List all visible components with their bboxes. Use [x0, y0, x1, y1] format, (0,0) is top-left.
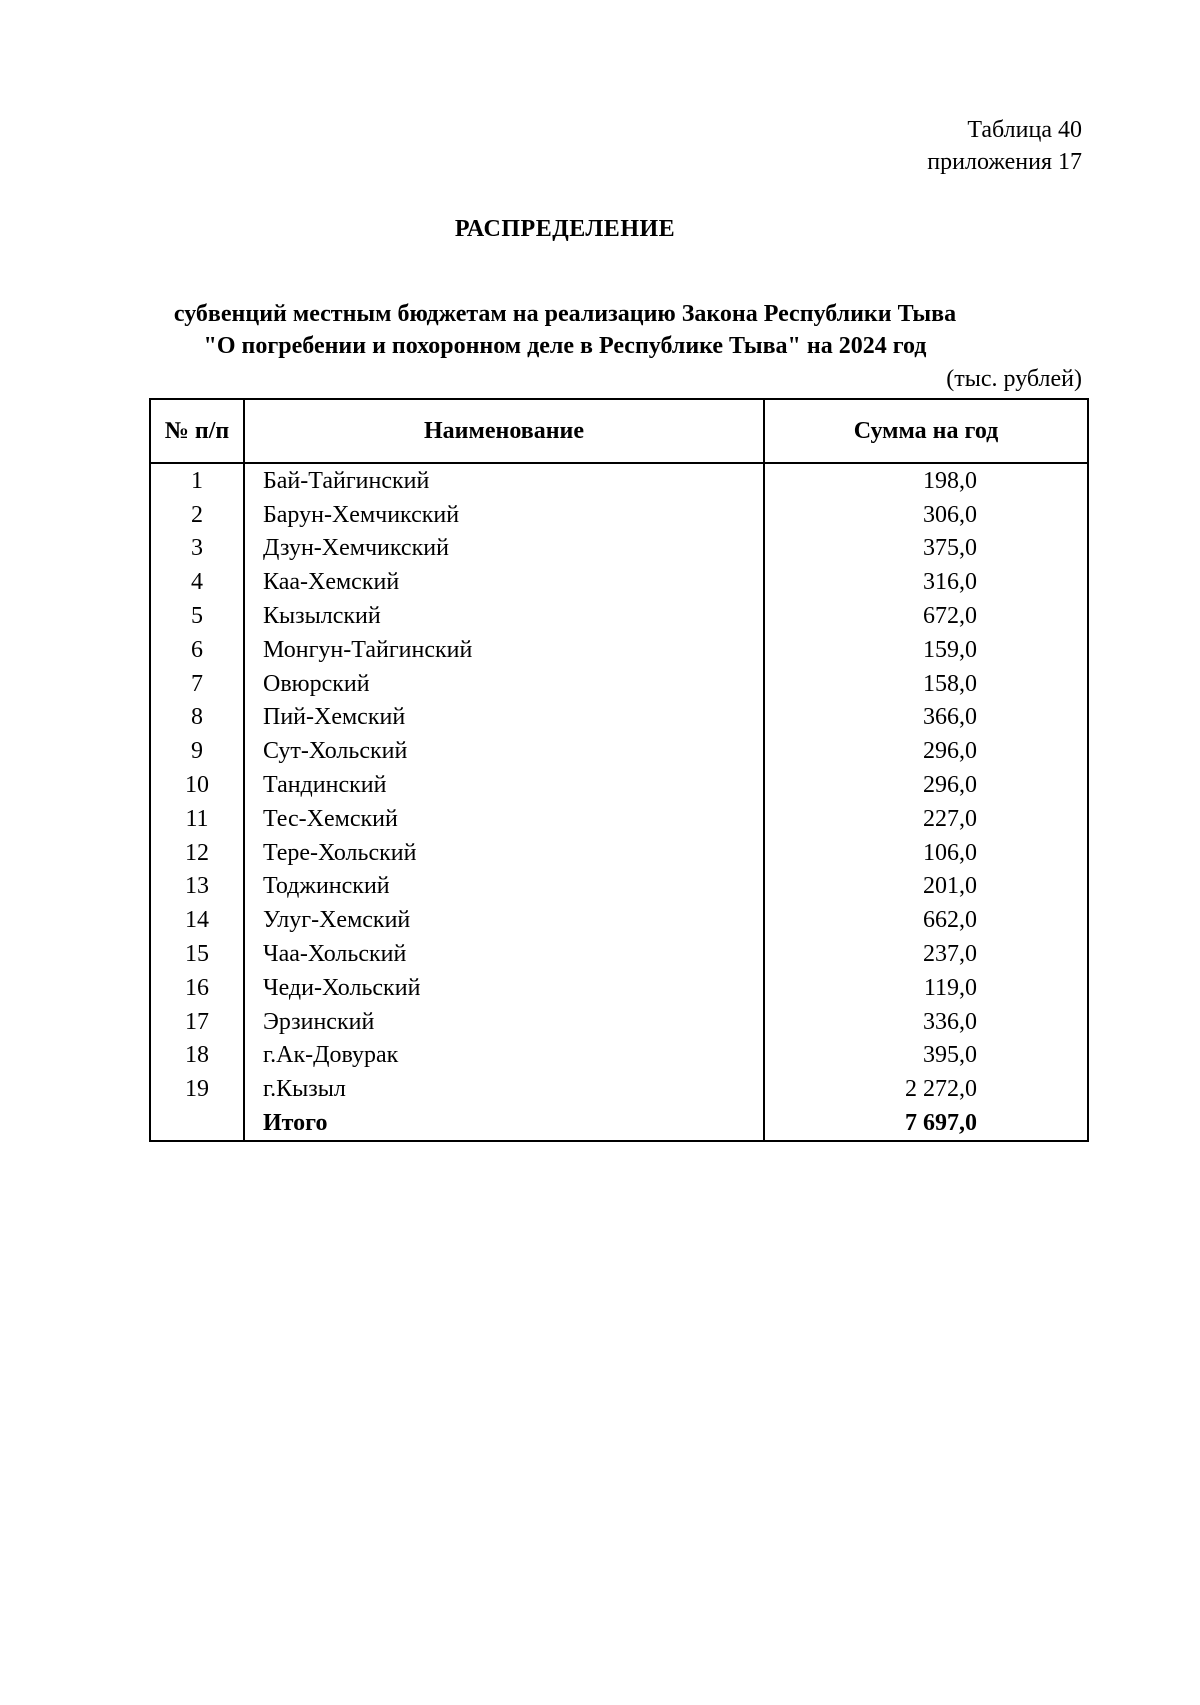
row-name: Кызылский — [244, 599, 764, 633]
row-sum: 672,0 — [923, 603, 977, 630]
distribution-table — [149, 398, 1089, 1142]
table-row — [150, 633, 1088, 667]
row-sum: 106,0 — [923, 839, 977, 866]
row-sum: 316,0 — [923, 569, 977, 596]
table-header-row — [150, 399, 1088, 463]
row-sum: 7 697,0 — [905, 1110, 977, 1137]
row-sum: 306,0 — [923, 501, 977, 528]
table-total-row — [150, 1106, 1088, 1141]
table-reference — [927, 114, 1082, 178]
row-name: Итого — [244, 1106, 764, 1141]
row-sum-cell — [764, 701, 1088, 735]
row-sum: 159,0 — [923, 636, 977, 663]
row-sum: 296,0 — [923, 738, 977, 765]
row-number: 2 — [150, 498, 244, 532]
row-number: 15 — [150, 937, 244, 971]
row-sum-cell — [764, 633, 1088, 667]
table-row — [150, 937, 1088, 971]
row-sum: 662,0 — [923, 907, 977, 934]
row-number: 17 — [150, 1005, 244, 1039]
header-number: № п/п — [150, 399, 244, 463]
row-number: 11 — [150, 802, 244, 836]
table-row — [150, 599, 1088, 633]
row-number: 18 — [150, 1039, 244, 1073]
row-sum-cell — [764, 463, 1088, 498]
row-number: 3 — [150, 532, 244, 566]
row-number: 16 — [150, 971, 244, 1005]
row-name: Дзун-Хемчикский — [244, 532, 764, 566]
row-sum-cell — [764, 836, 1088, 870]
row-name: Овюрский — [244, 667, 764, 701]
row-sum-cell — [764, 565, 1088, 599]
row-sum: 2 272,0 — [905, 1076, 977, 1103]
table-number: Таблица 40 — [967, 117, 1082, 143]
row-sum-cell — [764, 734, 1088, 768]
row-sum-cell — [764, 667, 1088, 701]
row-sum: 296,0 — [923, 772, 977, 799]
row-name: Эрзинский — [244, 1005, 764, 1039]
document-subtitle — [0, 298, 1130, 362]
table-row — [150, 870, 1088, 904]
row-number: 10 — [150, 768, 244, 802]
row-number: 9 — [150, 734, 244, 768]
row-name: Чаа-Хольский — [244, 937, 764, 971]
row-sum: 395,0 — [923, 1042, 977, 1069]
subtitle-line-1: субвенций местным бюджетам на реализацию Закона Республики Тыва — [173, 301, 957, 327]
row-sum-cell — [764, 971, 1088, 1005]
table-row — [150, 971, 1088, 1005]
row-number: 5 — [150, 599, 244, 633]
row-sum-cell — [764, 1072, 1088, 1106]
row-name: Сут-Хольский — [244, 734, 764, 768]
row-sum-cell — [764, 937, 1088, 971]
row-number: 13 — [150, 870, 244, 904]
row-sum: 158,0 — [923, 670, 977, 697]
row-name: Барун-Хемчикский — [244, 498, 764, 532]
subtitle-line-2: "О погребении и похоронном деле в Республике Тыва" на 2024 год — [203, 333, 927, 359]
table-row — [150, 667, 1088, 701]
table-row — [150, 903, 1088, 937]
row-sum-cell — [764, 1106, 1088, 1141]
table-row — [150, 498, 1088, 532]
row-name: г.Ак-Довурак — [244, 1039, 764, 1073]
row-sum: 198,0 — [923, 467, 977, 494]
row-sum: 375,0 — [923, 535, 977, 562]
row-name: Каа-Хемский — [244, 565, 764, 599]
row-name: Тес-Хемский — [244, 802, 764, 836]
row-sum: 119,0 — [923, 974, 977, 1001]
table-row — [150, 836, 1088, 870]
table-row — [150, 802, 1088, 836]
table-row — [150, 1039, 1088, 1073]
table-row — [150, 565, 1088, 599]
row-name: г.Кызыл — [244, 1072, 764, 1106]
row-name: Чеди-Хольский — [244, 971, 764, 1005]
row-number: 6 — [150, 633, 244, 667]
row-sum: 201,0 — [923, 873, 977, 900]
header-name: Наименование — [244, 399, 764, 463]
row-name: Монгун-Тайгинский — [244, 633, 764, 667]
table-body — [150, 463, 1088, 1141]
row-sum: 227,0 — [923, 805, 977, 832]
row-sum-cell — [764, 1005, 1088, 1039]
header-sum: Сумма на год — [764, 399, 1088, 463]
row-sum-cell — [764, 532, 1088, 566]
row-sum-cell — [764, 599, 1088, 633]
row-sum-cell — [764, 802, 1088, 836]
document-title: РАСПРЕДЕЛЕНИЕ — [454, 216, 676, 242]
row-name: Бай-Тайгинский — [244, 463, 764, 498]
row-number: 19 — [150, 1072, 244, 1106]
table-row — [150, 701, 1088, 735]
table-row — [150, 734, 1088, 768]
table-row — [150, 463, 1088, 498]
row-number: 1 — [150, 463, 244, 498]
row-sum: 336,0 — [923, 1008, 977, 1035]
row-name: Улуг-Хемский — [244, 903, 764, 937]
table-row — [150, 1072, 1088, 1106]
row-sum-cell — [764, 498, 1088, 532]
row-name: Тере-Хольский — [244, 836, 764, 870]
row-number: 7 — [150, 667, 244, 701]
table-row — [150, 532, 1088, 566]
row-number: 8 — [150, 701, 244, 735]
units-label: (тыс. рублей) — [946, 366, 1082, 392]
row-number: 4 — [150, 565, 244, 599]
appendix-number: приложения 17 — [927, 149, 1082, 175]
row-number — [150, 1106, 244, 1141]
row-number: 14 — [150, 903, 244, 937]
row-name: Пий-Хемский — [244, 701, 764, 735]
row-sum-cell — [764, 1039, 1088, 1073]
row-sum: 237,0 — [923, 941, 977, 968]
table-row — [150, 1005, 1088, 1039]
row-sum-cell — [764, 768, 1088, 802]
row-sum-cell — [764, 903, 1088, 937]
row-name: Тандинский — [244, 768, 764, 802]
row-sum-cell — [764, 870, 1088, 904]
row-sum: 366,0 — [923, 704, 977, 731]
row-number: 12 — [150, 836, 244, 870]
row-name: Тоджинский — [244, 870, 764, 904]
table-row — [150, 768, 1088, 802]
